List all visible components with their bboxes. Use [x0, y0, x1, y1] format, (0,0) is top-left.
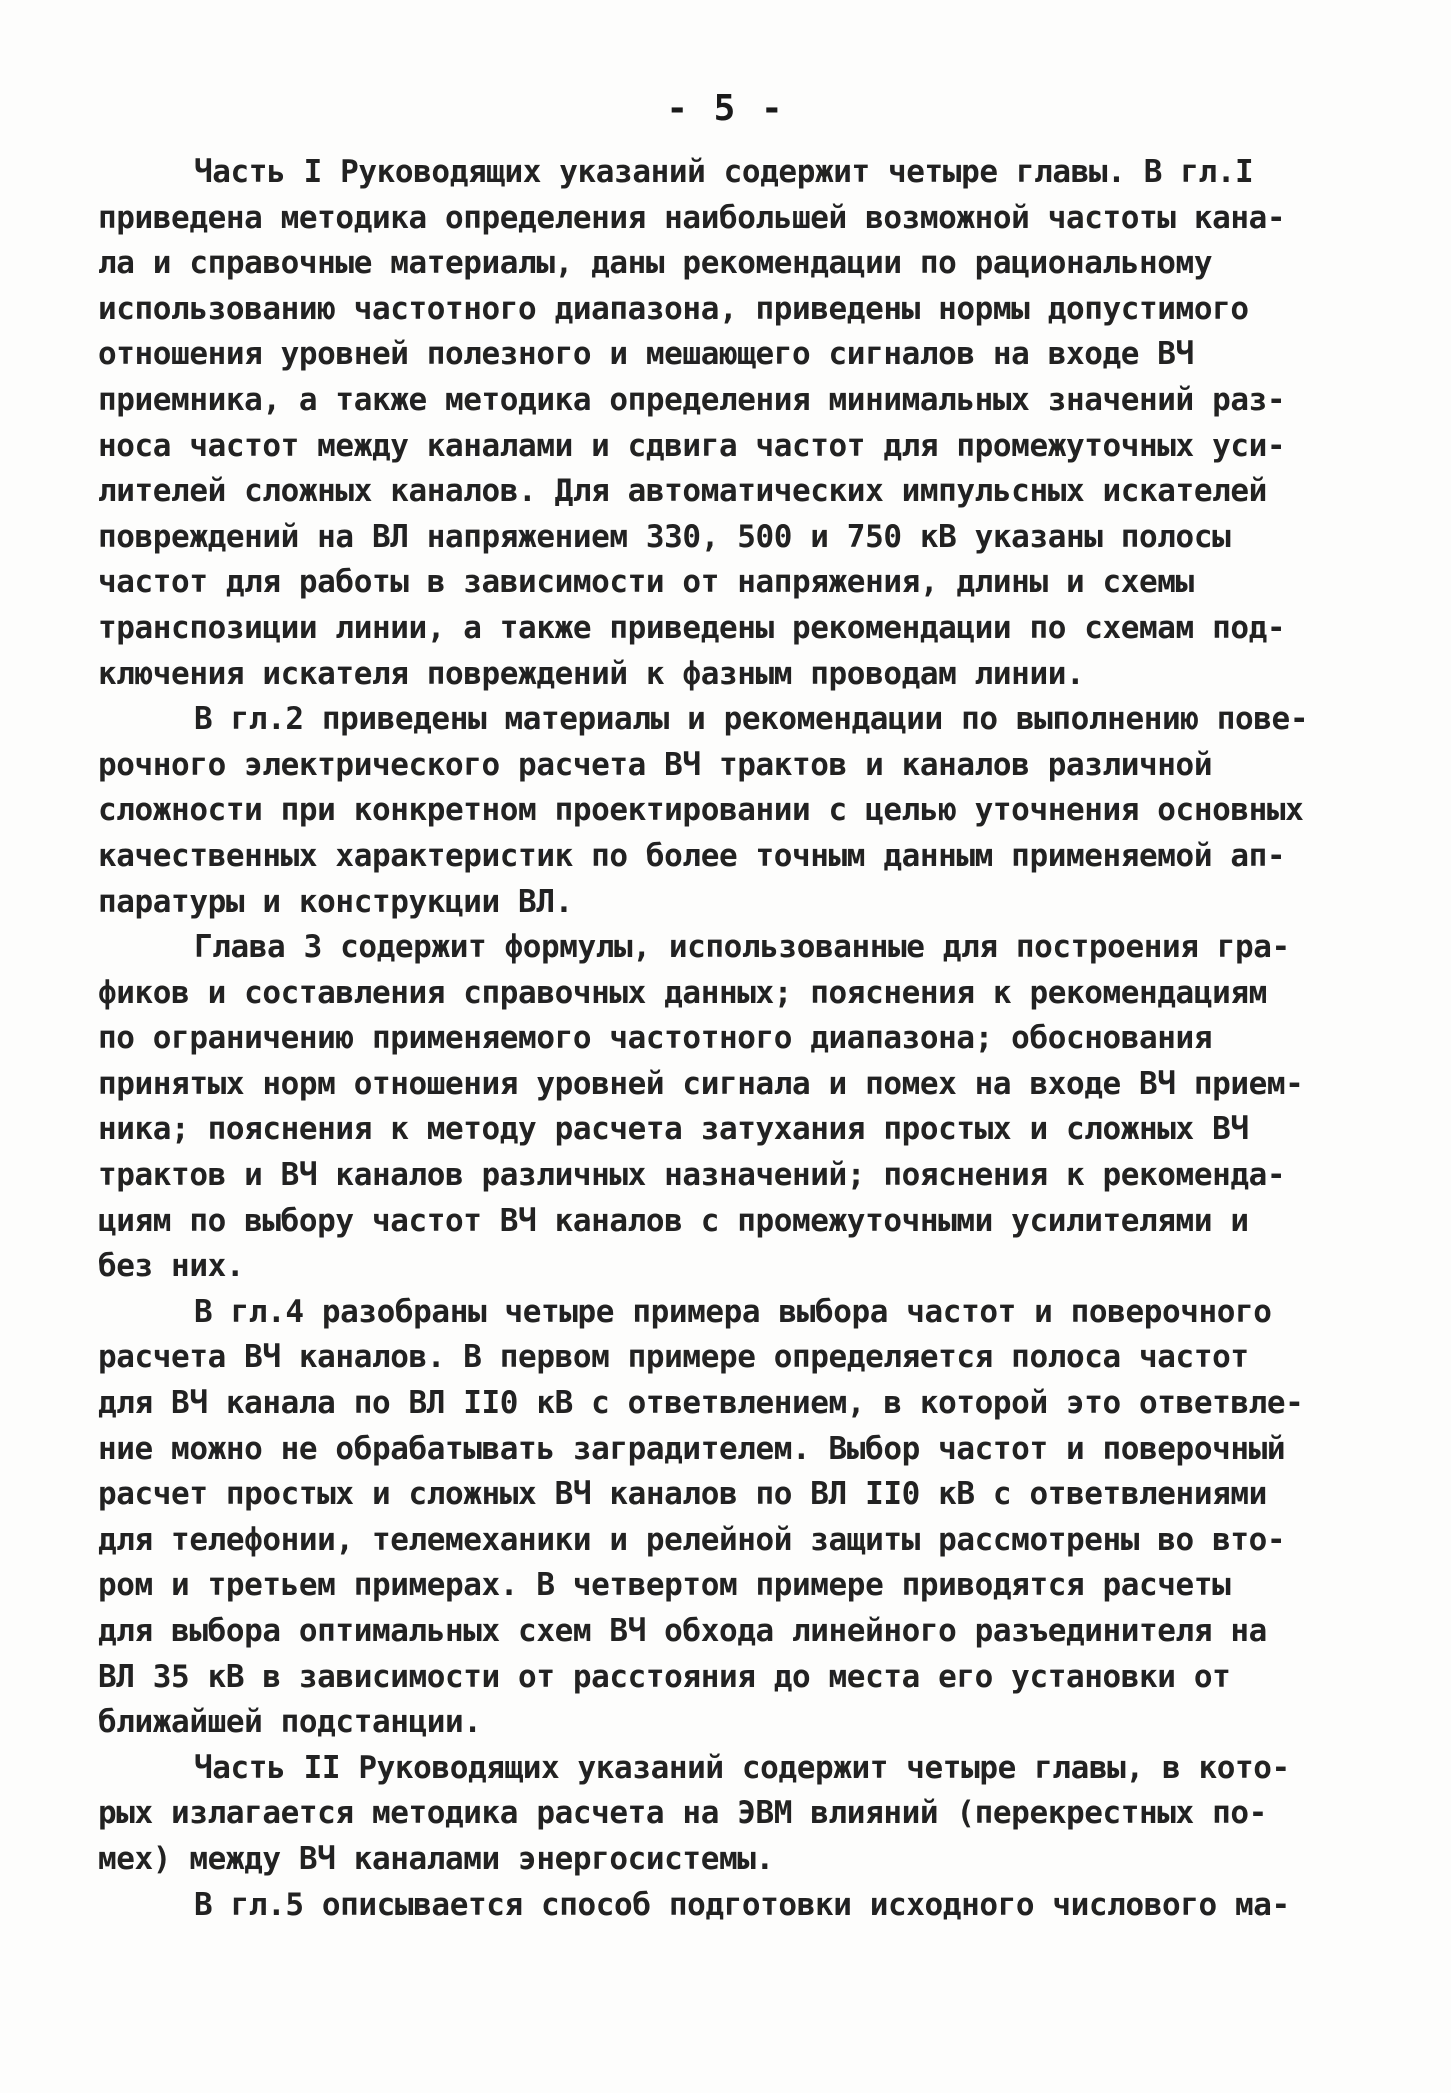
- text-line: фиков и составления справочных данных; пояснения к рекомендациям: [98, 974, 1267, 1011]
- text-line: использованию частотного диапазона, приведены нормы допустимого: [98, 290, 1249, 327]
- text-line: мех) между ВЧ каналами энергосистемы.: [98, 1840, 774, 1877]
- text-line: расчета ВЧ каналов. В первом примере определяется полоса частот: [98, 1339, 1249, 1376]
- text-line: ключения искателя повреждений к фазным проводам линии.: [98, 655, 1085, 692]
- text-line: циям по выбору частот ВЧ каналов с промежуточными усилителями и: [98, 1202, 1249, 1239]
- text-line: для выбора оптимальных схем ВЧ обхода линейного разъединителя на: [98, 1613, 1267, 1649]
- body-text: [98, 150, 1388, 1928]
- text-line: ла и справочные материалы, даны рекомендации по рациональному: [98, 245, 1213, 282]
- text-line: отношения уровней полезного и мешающего сигналов на входе ВЧ: [98, 336, 1194, 373]
- text-line: рочного электрического расчета ВЧ трактов и каналов различной: [98, 746, 1213, 783]
- text-line: паратуры и конструкции ВЛ.: [98, 883, 573, 920]
- text-line: для телефонии, телемеханики и релейной защиты рассмотрены во вто-: [98, 1521, 1286, 1558]
- text-line: ближайшей подстанции.: [98, 1704, 482, 1741]
- text-line: без них.: [98, 1248, 245, 1285]
- text-line: ром и третьем примерах. В четвертом примере приводятся расчеты: [98, 1567, 1231, 1604]
- page-number: - 5 -: [666, 88, 785, 129]
- text-line: Часть II Руководящих указаний содержит четыре главы, в кото-: [194, 1749, 1290, 1786]
- text-line: ника; пояснения к методу расчета затухания простых и сложных ВЧ: [98, 1111, 1249, 1148]
- text-line: для ВЧ канала по ВЛ II0 кВ с ответвлением, в которой это ответвле-: [98, 1385, 1304, 1422]
- text-line: приемника, а также методика определения минимальных значений раз-: [98, 381, 1286, 418]
- text-line: приведена методика определения наибольшей возможной частоты кана-: [98, 199, 1286, 236]
- text-line: по ограничению применяемого частотного диапазона; обоснования: [98, 1020, 1213, 1057]
- text-line: Глава 3 содержит формулы, использованные для построения гра-: [194, 929, 1290, 966]
- text-line: рых излагается методика расчета на ЭВМ влияний (перекрестных по-: [98, 1795, 1267, 1832]
- text-line: частот для работы в зависимости от напряжения, длины и схемы: [98, 564, 1194, 601]
- text-line: расчет простых и сложных ВЧ каналов по ВЛ II0 кВ с ответвлениями: [98, 1476, 1267, 1513]
- text-line: ВЛ 35 кВ в зависимости от расстояния до места его установки от: [98, 1658, 1231, 1695]
- text-line: носа частот между каналами и сдвига частот для промежуточных уси-: [98, 427, 1286, 464]
- text-line: В гл.5 описывается способ подготовки исходного числового ма-: [194, 1886, 1290, 1923]
- text-line: качественных характеристик по более точным данным применяемой ап-: [98, 837, 1286, 874]
- text-line: сложности при конкретном проектировании с целью уточнения основных: [98, 792, 1304, 829]
- text-line: транспозиции линии, а также приведены рекомендации по схемам под-: [98, 609, 1286, 646]
- text-line: В гл.2 приведены материалы и рекомендации по выполнению пове-: [194, 701, 1309, 738]
- text-line: лителей сложных каналов. Для автоматических импульсных искателей: [98, 473, 1267, 510]
- text-line: трактов и ВЧ каналов различных назначений; пояснения к рекоменда-: [98, 1157, 1286, 1194]
- text-line: повреждений на ВЛ напряжением 330, 500 и 750 кВ указаны полосы: [98, 518, 1231, 555]
- text-line: В гл.4 разобраны четыре примера выбора частот и поверочного: [194, 1293, 1272, 1330]
- text-line: принятых норм отношения уровней сигнала и помех на входе ВЧ прием-: [98, 1065, 1304, 1102]
- text-line: ние можно не обрабатывать заградителем. Выбор частот и поверочный: [98, 1430, 1286, 1467]
- text-line: Часть I Руководящих указаний содержит четыре главы. В гл.I: [194, 154, 1254, 190]
